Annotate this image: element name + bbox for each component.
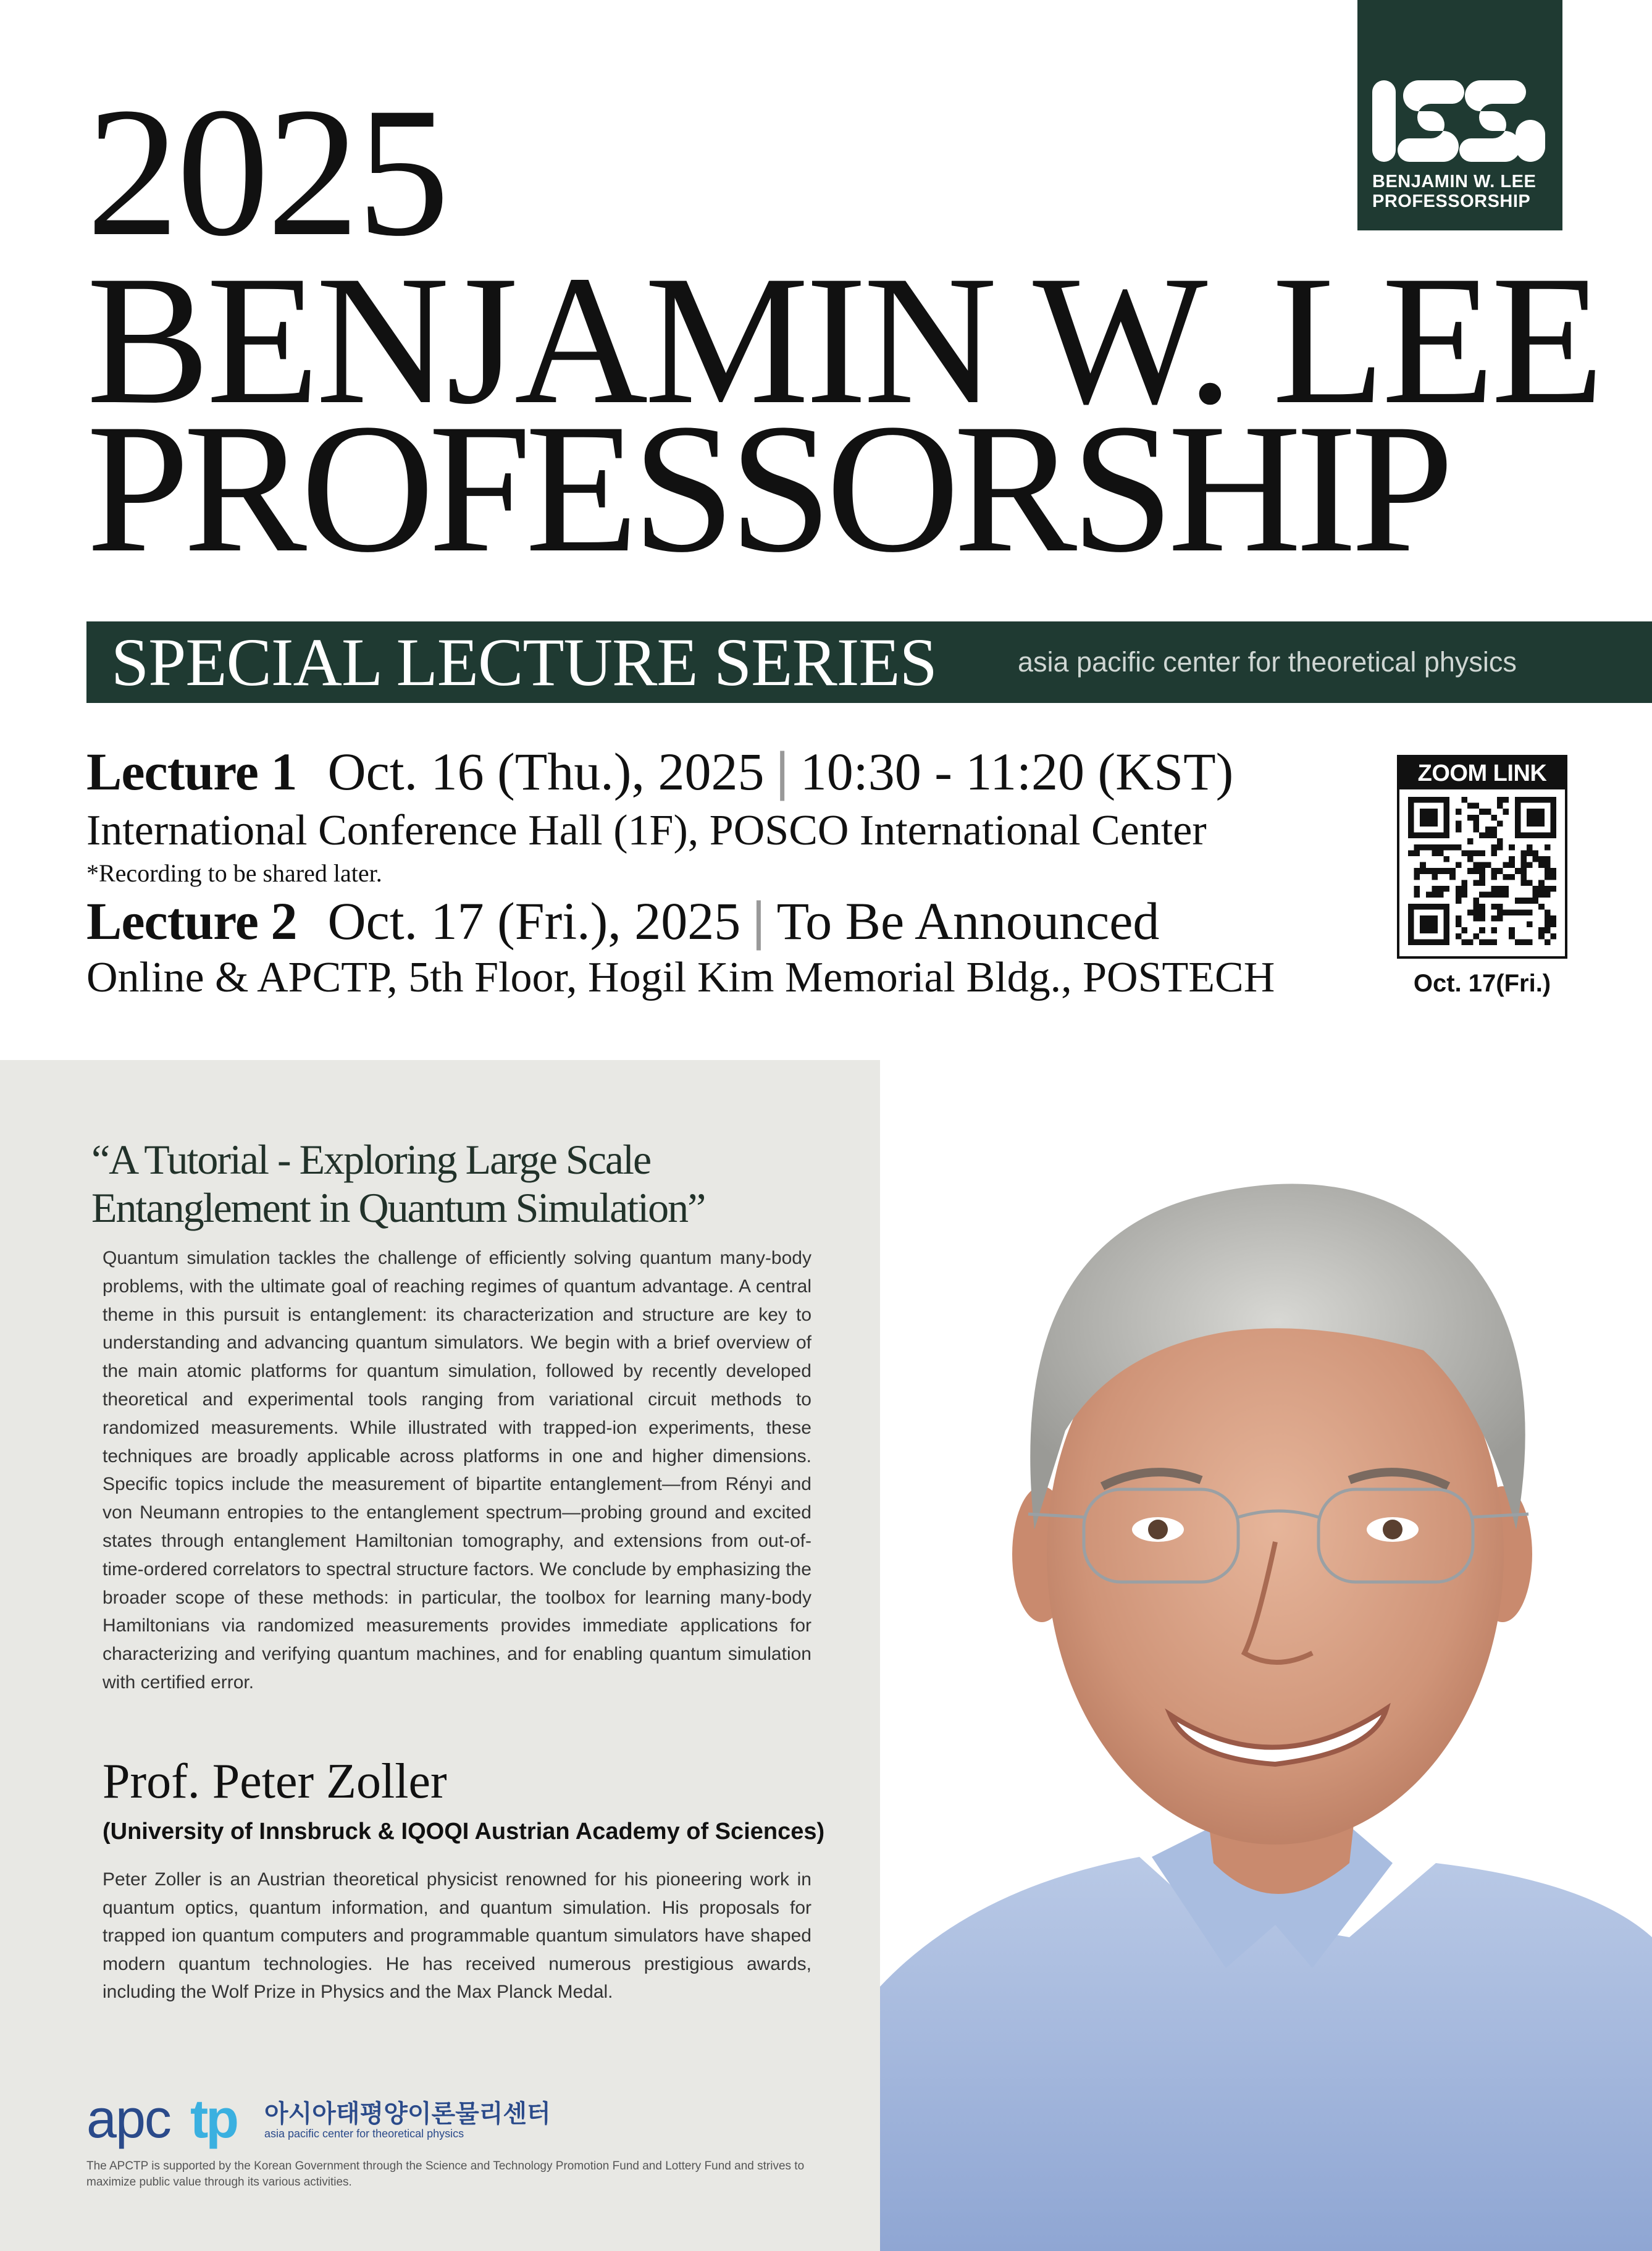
speaker-portrait-illustration: [880, 1060, 1652, 2251]
talk-abstract: Quantum simulation tackles the challenge of efficiently solving quantum many-body problems, with the ultimate goal of reaching regimes of quantum advantage. A central theme in this pursuit is entanglement: its characterization and structure are key to understanding and advancing quantum simulators. We begin with a brief overview of the main atomic platforms for quantum simulation, followed by recently developed theoretical and experimental tools ranging from variational circuit methods to randomized measurements. While illustrated with trapped-ion experiments, these techniques are broadly applicable across platforms in one and higher dimensions. Specific topics include the measurement of bipartite entanglement—from Rényi and von Neumann entropies to the entanglement spectrum—probing ground and excited states through entanglement Hamiltonian tomography, and extensions from out-of-time-ordered correlators to spectral structure factors. We conclude by emphasizing the broader scope of these methods: in particular, the toolbox for learning many-body Hamiltonians via randomized measurements provides immediate applications for characterizing and verifying quantum machines, and for enabling quantum simulation with certified error.: [103, 1248, 811, 1693]
poster-title-line2: PROFESSORSHIP: [86, 385, 1448, 591]
talk-title-line2: Entanglement in Quantum Simulation”: [91, 1184, 705, 1231]
series-banner: [86, 621, 1652, 703]
lecture-1-note: *Recording to be shared later.: [86, 859, 382, 887]
lecture-1-time: 10:30 - 11:20 (KST): [800, 742, 1234, 801]
poster-year: 2025: [86, 69, 447, 274]
apctp-logo-left-text: apc: [86, 2088, 170, 2149]
apctp-logo-icon: [86, 2088, 259, 2156]
speaker-name: Prof. Peter Zoller: [103, 1754, 447, 1809]
zoom-qr-box[interactable]: [1397, 755, 1567, 959]
separator: |: [775, 742, 789, 801]
footer-note: The APCTP is supported by the Korean Government through the Science and Technology Promotion Fund and Lottery Fund and strives to maximize public value through its various activities.: [86, 2160, 805, 2189]
apctp-logo-right-text: tp: [190, 2088, 237, 2149]
zoom-link-label: ZOOM LINK: [1399, 757, 1565, 789]
logo-line2: PROFESSORSHIP: [1372, 191, 1531, 211]
lecture-2-venue: Online & APCTP, 5th Floor, Hogil Kim Memorial Bldg., POSTECH: [86, 954, 1275, 1001]
speaker-affiliation: (University of Innsbruck & IQOQI Austrian Academy of Sciences): [103, 1819, 825, 1845]
lecture-1-date: Oct. 16 (Thu.), 2025: [327, 742, 765, 801]
poster-title-line1: BENJAMIN W. LEE: [86, 237, 1601, 442]
zoom-date: Oct. 17(Fri.): [1413, 970, 1551, 997]
professorship-logo-icon: [1372, 80, 1545, 162]
logo-caption: [1372, 172, 1558, 211]
lecture-1-label: Lecture 1: [86, 742, 297, 801]
series-title: SPECIAL LECTURE SERIES: [111, 625, 937, 700]
lecture-2-label: Lecture 2: [86, 891, 297, 951]
separator: |: [752, 891, 766, 951]
qr-code-icon[interactable]: [1408, 797, 1556, 945]
talk-title: [91, 1135, 863, 1232]
apctp-korean-name: 아시아태평양이론물리센터: [264, 2100, 551, 2128]
lecture-2-schedule: [86, 891, 1160, 951]
series-organization: asia pacific center for theoretical physics: [1018, 646, 1517, 678]
professorship-logo: [1357, 0, 1562, 230]
speaker-bio: Peter Zoller is an Austrian theoretical physicist renowned for his pioneering work in quantum optics, quantum information, and quantum simulation. His proposals for trapped ion quantum computers and programmable quantum simulators have shaped modern quantum technologies. He has received numerous prestigious awards, including the Wolf Prize in Physics and the Max Planck Medal.: [103, 1869, 811, 2002]
lecture-1-venue: International Conference Hall (1F), POSCO International Center: [86, 807, 1207, 854]
lecture-2-time: To Be Announced: [776, 891, 1160, 951]
lecture-1-schedule: [86, 742, 1234, 801]
speaker-photo: [880, 1060, 1652, 2251]
apctp-english-name: asia pacific center for theoretical physics: [264, 2127, 464, 2140]
lecture-2-date: Oct. 17 (Fri.), 2025: [327, 891, 741, 951]
logo-line1: BENJAMIN W. LEE: [1372, 172, 1537, 191]
talk-title-line1: “A Tutorial - Exploring Large Scale: [91, 1136, 651, 1183]
